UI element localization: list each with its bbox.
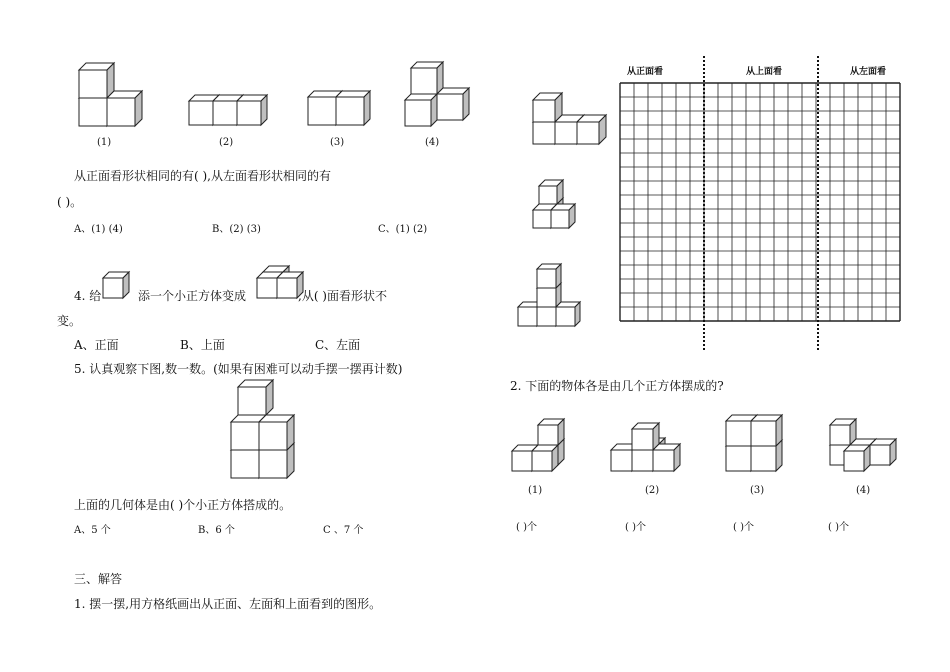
q2-answer-blank-3[interactable]: ( )个 xyxy=(733,522,754,533)
q4-line2: 变。 xyxy=(57,314,82,328)
q4-prefix: 4. 给 xyxy=(74,289,102,303)
grid-figure-2 xyxy=(532,176,582,230)
grid-header-top: 从上面看 xyxy=(746,67,783,77)
grid-header-front: 从正面看 xyxy=(627,67,664,77)
q2-answer-blank-2[interactable]: ( )个 xyxy=(625,522,646,533)
q2-figure-2 xyxy=(610,407,690,473)
q4-option-c: C、左面 xyxy=(315,338,361,352)
q5-option-c: C 、7 个 xyxy=(323,525,364,536)
q4-middle-text: 添一个小正方体变成 xyxy=(138,289,247,303)
q2-answer-blank-4[interactable]: ( )个 xyxy=(828,522,849,533)
q3-figure-2 xyxy=(188,88,278,128)
square-grid-paper[interactable] xyxy=(619,54,903,354)
grid-header-left: 从左面看 xyxy=(850,67,887,77)
q4-option-b: B、上面 xyxy=(180,338,225,352)
section-3-question-1: 1. 摆一摆,用方格纸画出从正面、左面和上面看到的图形。 xyxy=(74,597,382,611)
q4-small-figure xyxy=(102,268,138,300)
q5-question: 上面的几何体是由( )个小正方体搭成的。 xyxy=(74,498,292,512)
q3-label-4: (4) xyxy=(425,137,440,148)
grid-figure-3 xyxy=(517,260,587,330)
q3-question-line2: ( )。 xyxy=(57,195,83,209)
q2-label-1: (1) xyxy=(528,485,543,496)
q3-option-a: A、(1) (4) xyxy=(74,224,123,235)
q3-label-3: (3) xyxy=(330,137,345,148)
q4-suffix: ,从( )面看形状不 xyxy=(298,289,387,303)
q2-label-2: (2) xyxy=(645,485,660,496)
q3-question-line1: 从正面看形状相同的有( ),从左面看形状相同的有 xyxy=(74,169,331,183)
q2-figure-4 xyxy=(823,407,899,473)
q5-option-b: B、6 个 xyxy=(198,525,235,536)
q2-label-4: (4) xyxy=(856,485,871,496)
q2-label-3: (3) xyxy=(750,485,765,496)
q5-title: 5. 认真观察下图,数一数。(如果有困难可以动手摆一摆再计数) xyxy=(74,362,403,376)
q3-label-1: (1) xyxy=(97,137,112,148)
q2-title: 2. 下面的物体各是由几个正方体摆成的? xyxy=(510,379,724,393)
q3-option-b: B、(2) (3) xyxy=(212,224,261,235)
section-3-heading: 三、解答 xyxy=(74,572,123,586)
q4-option-a: A、正面 xyxy=(74,338,119,352)
q3-figure-4 xyxy=(404,60,474,130)
grid-figure-1 xyxy=(532,92,612,148)
q2-figure-3 xyxy=(725,407,785,473)
q2-answer-blank-1[interactable]: ( )个 xyxy=(516,522,537,533)
q5-figure xyxy=(230,382,310,482)
q3-option-c: C、(1) (2) xyxy=(378,224,428,235)
q3-figure-1 xyxy=(78,60,158,130)
q3-label-2: (2) xyxy=(219,137,234,148)
q3-figure-3 xyxy=(307,88,377,128)
q5-option-a: A、5 个 xyxy=(74,525,111,536)
q2-figure-1 xyxy=(511,407,575,473)
